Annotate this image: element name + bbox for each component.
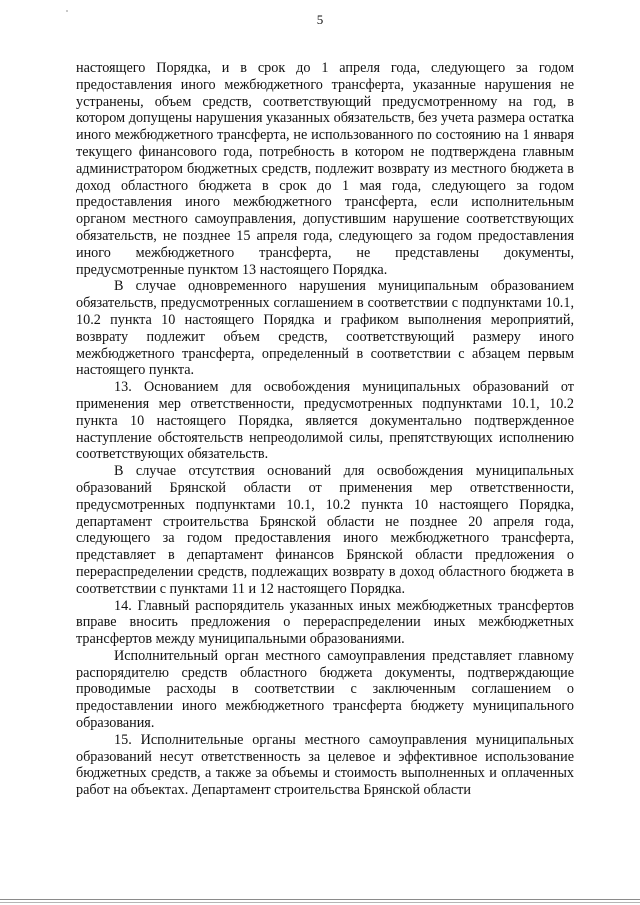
paragraph-15: 15. Исполнительные органы местного самоуправления муниципальных образований несут ответственность за целевое и эффективное использование бюджетных средств, а также за объемы и стоимость выполненных и оплаченных работ на объектах. Департамент строительства Брянской области: [76, 731, 574, 799]
scan-bottom-edge: [0, 899, 640, 900]
page-number: 5: [316, 12, 324, 27]
paragraph-14: 14. Главный распорядитель указанных иных межбюджетных трансфертов вправе вносить предложения о перераспределении иных межбюджетных трансфертов между муниципальными образованиями.: [76, 597, 574, 648]
scan-bottom-edge-shadow: [0, 902, 640, 903]
paragraph-13: 13. Основанием для освобождения муниципальных образований от применения мер ответственности, предусмотренных подпунктами 10.1, 10.2 пункта 10 настоящего Порядка, является документально подтвержденное наступление обстоятельств непреодолимой силы, препятствующих исполнению соответствующих обязательств.: [76, 379, 574, 463]
document-body: [76, 60, 574, 799]
paragraph-simultaneous-violation: В случае одновременного нарушения муниципальным образованием обязательств, предусмотренных соглашением в соответствии с подпунктами 10.1, 10.2 пункта 10 настоящего Порядка и графиком выполнения мероприятий, возврату подлежит объем средств, соответствующий размеру иного межбюджетного трансферта, определенный в соответствии с абзацем первым настоящего пункта.: [76, 278, 574, 379]
paragraph-no-grounds: В случае отсутствия оснований для освобождения муниципальных образований Брянской области от применения мер ответственности, предусмотренных подпунктами 10.1, 10.2 пункта 10 настоящего Порядка, департамент строительства Брянской области не позднее 20 апреля года, следующего за годом предоставления иного межбюджетного трансферта, представляет в департамент финансов Брянской области предложения о перераспределении средств, подлежащих возврату в доход областного бюджета в соответствии с пунктами 11 и 12 настоящего Порядка.: [76, 463, 574, 597]
paragraph-continuation: настоящего Порядка, и в срок до 1 апреля года, следующего за годом предоставления иного межбюджетного трансферта, указанные нарушения не устранены, объем средств, соответствующий предусмотренному на год, в котором допущены нарушения указанных обязательств, без учета размера остатка иного межбюджетного трансферта, не использованного по состоянию на 1 января текущего финансового года, потребность в котором не подтверждена главным администратором бюджетных средств, подлежит возврату из местного бюджета в доход областного бюджета в срок до 1 мая года, следующего за годом предоставления иного межбюджетного трансферта, если исполнительным органом местного самоуправления, допустившим нарушение соответствующих обязательств, не позднее 15 апреля года, следующего за годом предоставления иного межбюджетного трансферта, не представлены документы, предусмотренные пунктом 13 настоящего Порядка.: [76, 60, 574, 278]
paragraph-documents: Исполнительный орган местного самоуправления представляет главному распорядителю средств областного бюджета документы, подтверждающие проводимые расходы в соответствии с заключенным соглашением о предоставлении иного межбюджетного трансферта бюджету муниципального образования.: [76, 647, 574, 732]
